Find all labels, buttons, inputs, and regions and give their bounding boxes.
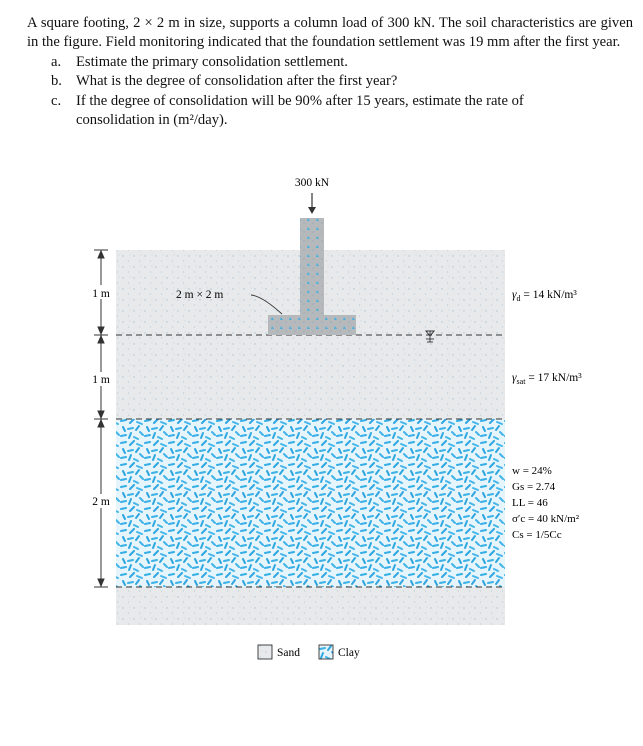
dimension-line xyxy=(94,250,108,587)
legend-sand-label: Sand xyxy=(277,647,300,659)
clay-prop-swell-index: Cs = 1/5Cc xyxy=(512,529,562,541)
legend-clay-swatch xyxy=(319,645,333,659)
sand-layer-saturated xyxy=(116,335,505,419)
legend-clay-label: Clay xyxy=(338,647,360,659)
legend-sand-swatch xyxy=(258,645,272,659)
dim-label-middle: 1 m xyxy=(92,374,110,386)
footing-label: 2 m × 2 m xyxy=(176,289,224,301)
clay-prop-water-content: w = 24% xyxy=(512,465,552,477)
part-text: What is the degree of consolidation after the first year? xyxy=(76,73,398,90)
sat-unit-weight-label: $\gamma_{sat} = 17$ kN/m³ xyxy=(512,372,582,386)
part-text: If the degree of consolidation will be 90% after 15 years, estimate the rate of xyxy=(76,92,524,109)
part-marker: c. xyxy=(51,92,62,109)
clay-prop-preconsolidation: σ′c = 40 kN/m² xyxy=(512,513,580,525)
problem-statement: A square footing, 2 × 2 m in size, supports a column load of 300 kN. The soil characteristics are given in the figure. Field monitoring indicated that the foundation settlement was 19 mm after the first year. xyxy=(27,15,633,51)
part-text: Estimate the primary consolidation settlement. xyxy=(76,53,348,70)
part-text-continued: consolidation in (m²/day). xyxy=(76,112,228,129)
clay-prop-specific-gravity: Gs = 2.74 xyxy=(512,481,556,493)
dry-unit-weight-label: $\gamma_d = 14$ kN/m³ xyxy=(512,289,577,303)
load-label: 300 kN xyxy=(294,177,330,189)
dim-label-clay: 2 m xyxy=(92,496,110,508)
footing xyxy=(268,315,356,335)
clay-prop-liquid-limit: LL = 46 xyxy=(512,497,548,509)
part-marker: b. xyxy=(51,73,62,90)
part-marker: a. xyxy=(51,53,62,70)
load-arrowhead xyxy=(308,207,316,214)
column xyxy=(300,218,324,315)
dim-label-top: 1 m xyxy=(92,288,110,300)
sand-layer-bottom xyxy=(116,587,505,625)
clay-layer xyxy=(116,419,505,587)
